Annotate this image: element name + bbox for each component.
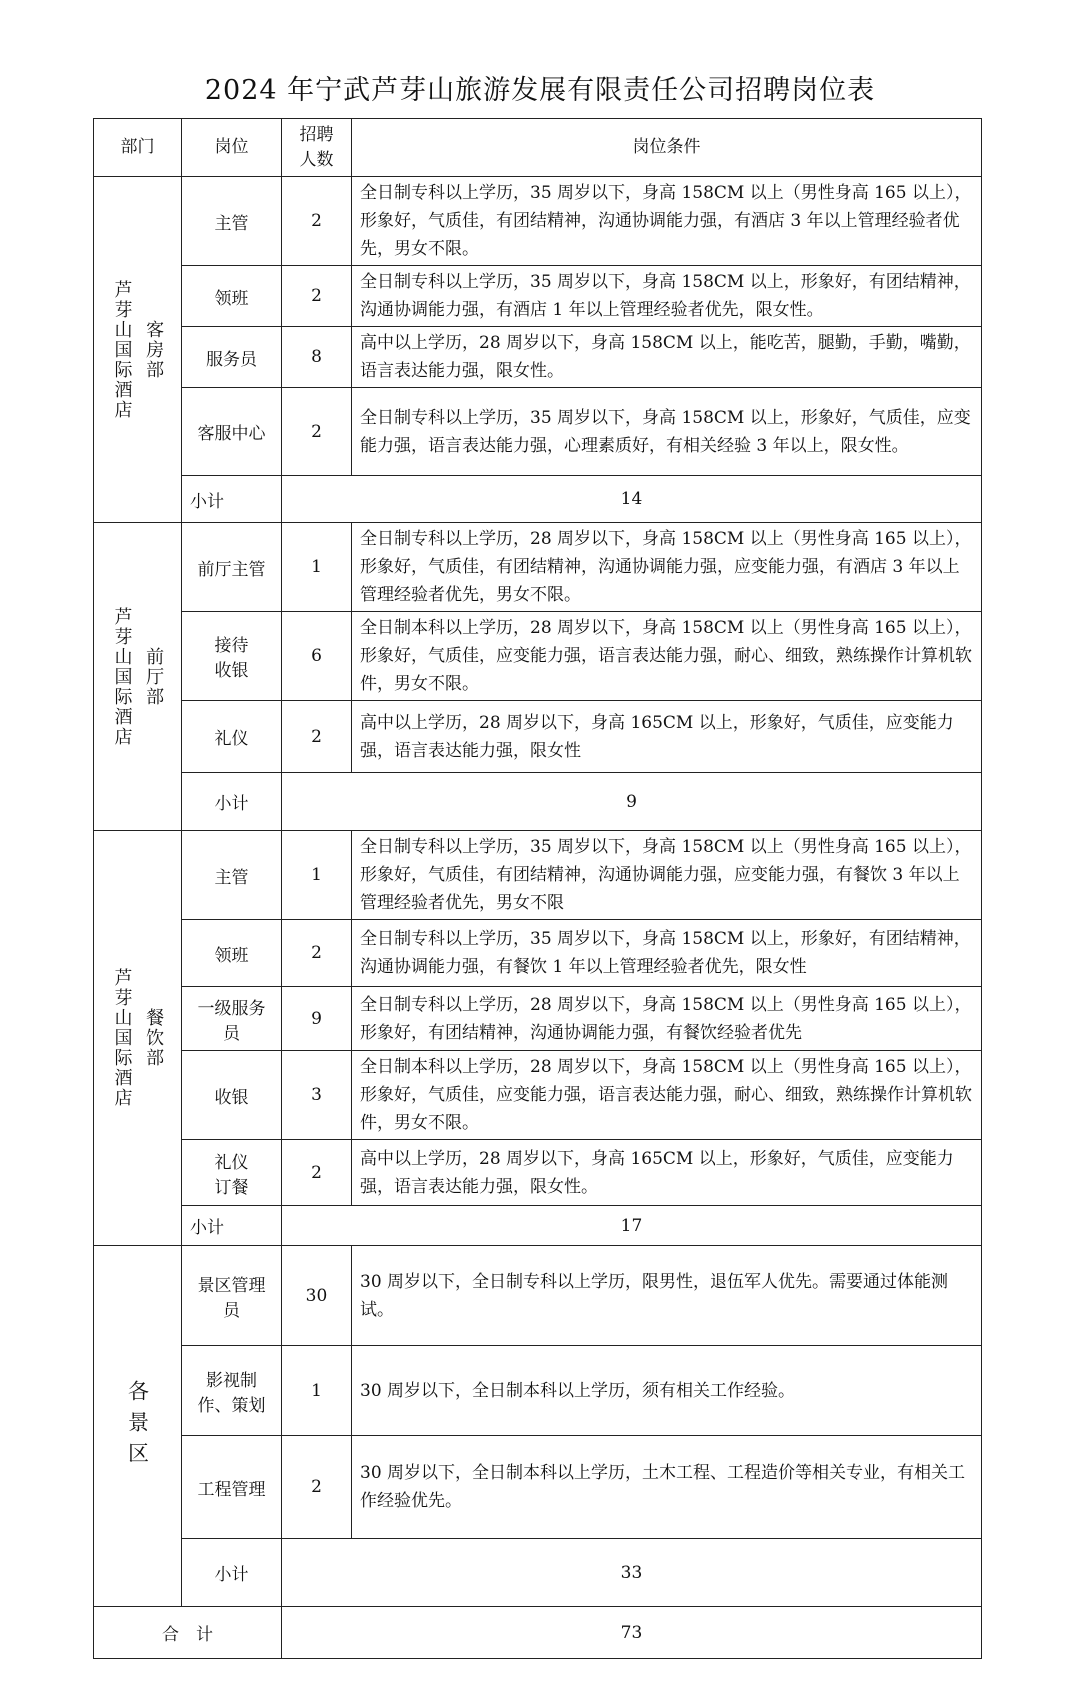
count-cell: 2 [282,701,352,773]
table-row [94,1051,982,1140]
requirements-cell: 全日制本科以上学历，28 周岁以下，身高 158CM 以上（男性身高 165 以上），形象好，气质佳，应变能力强，语言表达能力强，耐心、细致，熟练操作计算机软件，男女不限。 [352,612,982,701]
subtotal-value: 33 [282,1539,982,1607]
requirements-cell: 高中以上学历，28 周岁以下，身高 158CM 以上，能吃苦，腿勤，手勤，嘴勤，语言表达能力强，限女性。 [352,327,982,388]
subtotal-row [94,476,982,523]
requirements-cell: 全日制专科以上学历，35 周岁以下，身高 158CM 以上（男性身高 165 以上），形象好，气质佳，有团结精神，沟通协调能力强，有酒店 3 年以上管理经验者优先，男女不限。 [352,177,982,266]
table-row [94,701,982,773]
dept-cell [94,831,182,1246]
subtotal-value: 9 [282,773,982,831]
requirements-cell: 全日制专科以上学历，28 周岁以下，身高 158CM 以上（男性身高 165 以上），形象好，有团结精神，沟通协调能力强，有餐饮经验者优先 [352,987,982,1051]
header-requirements: 岗位条件 [352,119,982,177]
subtotal-label: 小计 [182,773,282,831]
count-cell: 2 [282,920,352,987]
total-row [94,1607,982,1659]
dept-name: 餐饮部 [143,1008,165,1068]
table-row [94,987,982,1051]
count-cell: 2 [282,266,352,327]
header-position: 岗位 [182,119,282,177]
count-cell: 2 [282,177,352,266]
dept-cell [94,1246,182,1607]
requirements-cell: 30 周岁以下，全日制本科以上学历，须有相关工作经验。 [352,1346,982,1436]
table-row [94,920,982,987]
table-row [94,1140,982,1206]
subtotal-label: 小计 [182,476,282,523]
count-cell: 3 [282,1051,352,1140]
table-row [94,388,982,476]
count-cell: 1 [282,1346,352,1436]
count-cell: 30 [282,1246,352,1346]
table-row [94,266,982,327]
table-row [94,831,982,920]
requirements-cell: 全日制专科以上学历，35 周岁以下，身高 158CM 以上，形象好，有团结精神，沟通协调能力强，有餐饮 1 年以上管理经验者优先，限女性 [352,920,982,987]
table-row [94,327,982,388]
requirements-cell: 全日制专科以上学历，35 周岁以下，身高 158CM 以上，形象好，有团结精神，沟通协调能力强，有酒店 1 年以上管理经验者优先，限女性。 [352,266,982,327]
subtotal-value: 14 [282,476,982,523]
dept-hotel-name: 芦芽山国际酒店 [111,606,133,747]
total-label: 合 计 [94,1607,282,1659]
subtotal-row [94,773,982,831]
position-cell: 主管 [182,831,282,920]
position-cell: 主管 [182,177,282,266]
requirements-cell: 全日制本科以上学历，28 周岁以下，身高 158CM 以上（男性身高 165 以上），形象好，气质佳，应变能力强，语言表达能力强，耐心、细致，熟练操作计算机软件，男女不限。 [352,1051,982,1140]
position-cell: 礼仪订餐 [182,1140,282,1206]
recruitment-table [93,118,982,1659]
position-cell: 客服中心 [182,388,282,476]
position-cell: 礼仪 [182,701,282,773]
dept-hotel-name: 芦芽山国际酒店 [111,968,133,1108]
requirements-cell: 全日制专科以上学历，35 周岁以下，身高 158CM 以上（男性身高 165 以上），形象好，气质佳，有团结精神，沟通协调能力强，应变能力强，有餐饮 3 年以上管理经验者优先，男女不限 [352,831,982,920]
position-cell: 领班 [182,266,282,327]
page-title: 2024 年宁武芦芽山旅游发展有限责任公司招聘岗位表 [204,75,876,106]
position-cell: 一级服务员 [182,987,282,1051]
count-cell: 9 [282,987,352,1051]
position-cell: 前厅主管 [182,523,282,612]
requirements-cell: 高中以上学历，28 周岁以下，身高 165CM 以上，形象好，气质佳，应变能力强，语言表达能力强，限女性 [352,701,982,773]
count-cell: 2 [282,1436,352,1539]
position-cell: 领班 [182,920,282,987]
position-cell: 景区管理员 [182,1246,282,1346]
dept-hotel-name: 芦芽山国际酒店 [111,279,133,420]
dept-name: 前厅部 [143,646,165,707]
position-cell: 工程管理 [182,1436,282,1539]
dept-name: 各景区 [125,1379,150,1473]
dept-cell [94,523,182,831]
table-row [94,612,982,701]
table-row [94,1436,982,1539]
requirements-cell: 全日制专科以上学历，35 周岁以下，身高 158CM 以上，形象好，气质佳，应变能力强，语言表达能力强，心理素质好，有相关经验 3 年以上，限女性。 [352,388,982,476]
table-row [94,1346,982,1436]
count-cell: 6 [282,612,352,701]
requirements-cell: 全日制专科以上学历，28 周岁以下，身高 158CM 以上（男性身高 165 以上），形象好，气质佳，有团结精神，沟通协调能力强，应变能力强，有酒店 3 年以上管理经验者优先，男女不限。 [352,523,982,612]
header-row [94,119,982,177]
subtotal-label: 小计 [182,1539,282,1607]
position-cell: 影视制作、策划 [182,1346,282,1436]
position-cell: 接待收银 [182,612,282,701]
requirements-cell: 30 周岁以下，全日制专科以上学历，限男性，退伍军人优先。需要通过体能测试。 [352,1246,982,1346]
header-count: 招聘人数 [282,119,352,177]
requirements-cell: 30 周岁以下，全日制本科以上学历，土木工程、工程造价等相关专业，有相关工作经验优先。 [352,1436,982,1539]
header-dept: 部门 [94,119,182,177]
count-cell: 2 [282,388,352,476]
table-row [94,523,982,612]
subtotal-row [94,1206,982,1246]
count-cell: 2 [282,1140,352,1206]
position-cell: 收银 [182,1051,282,1140]
subtotal-row [94,1539,982,1607]
dept-cell [94,177,182,523]
table-row [94,1246,982,1346]
subtotal-label: 小计 [182,1206,282,1246]
table-row [94,177,982,266]
requirements-cell: 高中以上学历，28 周岁以下，身高 165CM 以上，形象好，气质佳，应变能力强，语言表达能力强，限女性。 [352,1140,982,1206]
position-cell: 服务员 [182,327,282,388]
subtotal-value: 17 [282,1206,982,1246]
total-value: 73 [282,1607,982,1659]
count-cell: 1 [282,831,352,920]
count-cell: 1 [282,523,352,612]
count-cell: 8 [282,327,352,388]
dept-name: 客房部 [143,319,165,380]
